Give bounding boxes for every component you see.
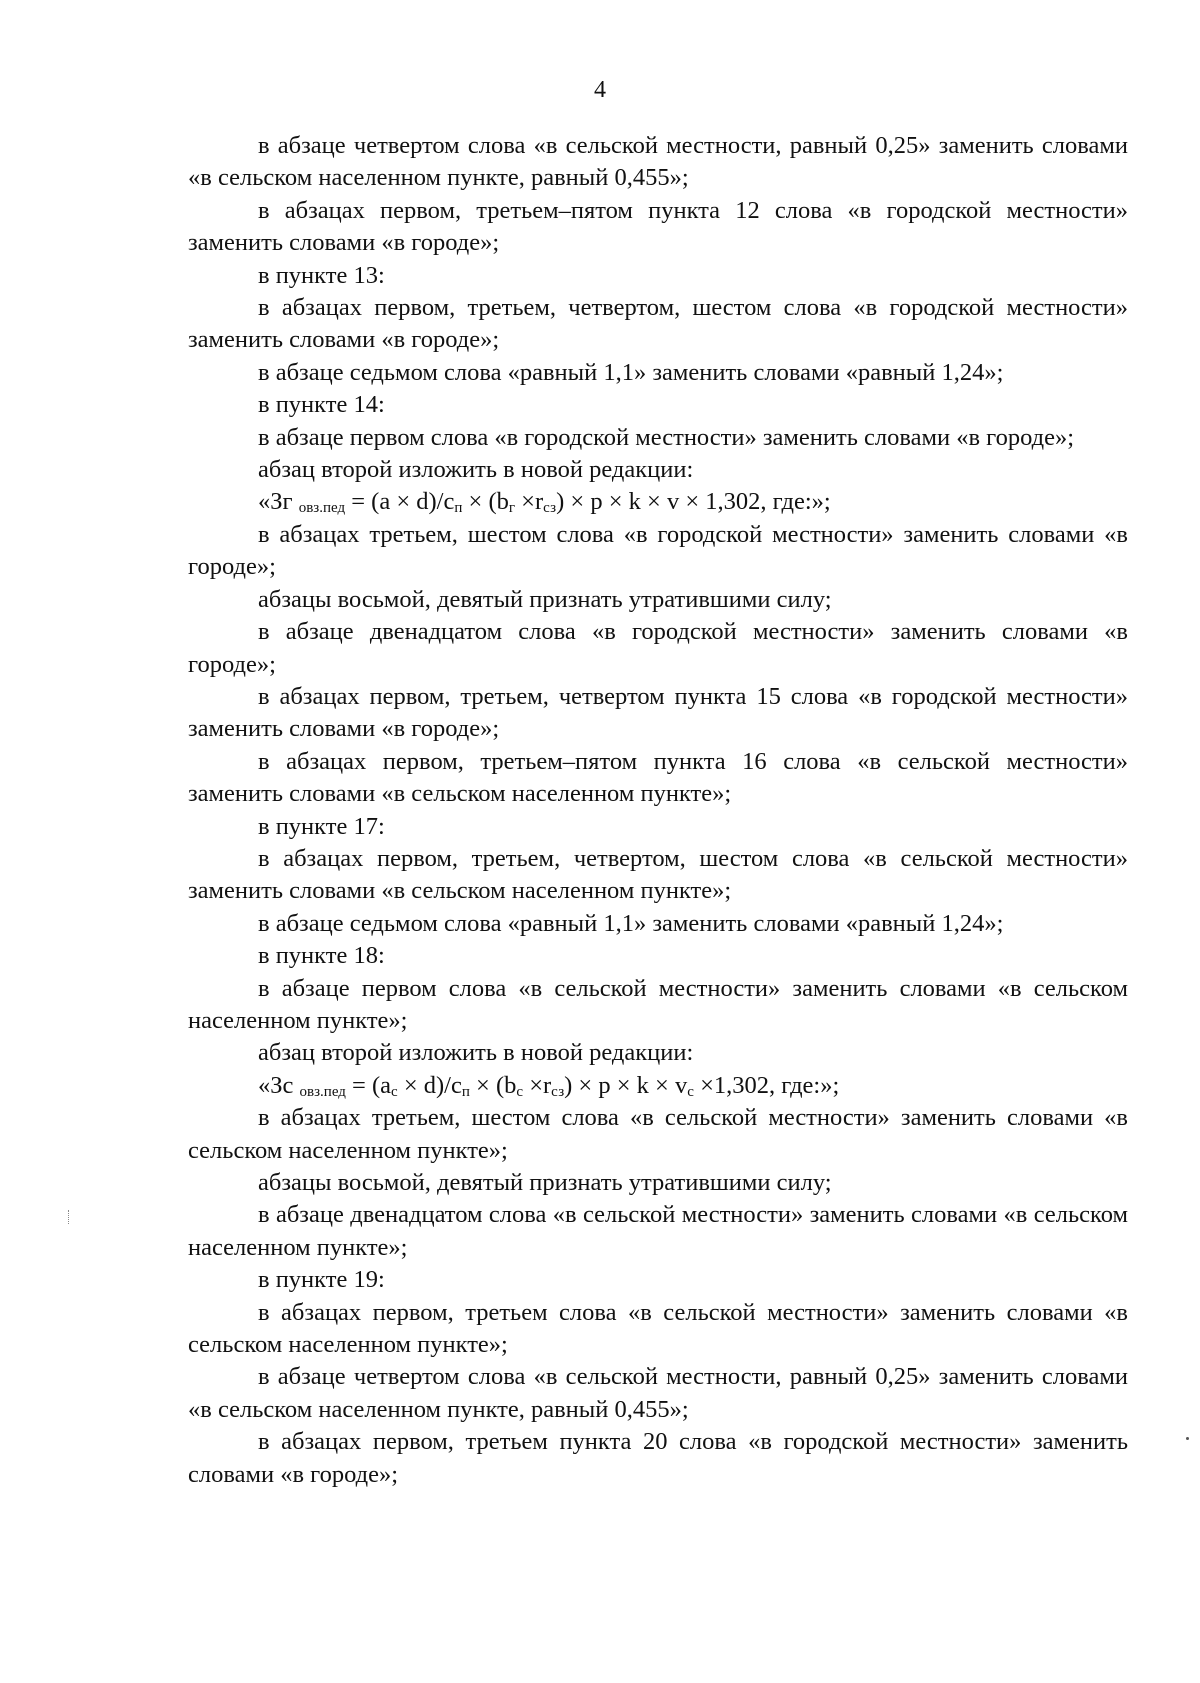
formula-text: ×1,302, где:»;: [693, 1071, 840, 1099]
formula-text: ×r: [523, 1071, 552, 1099]
paragraph: в пункте 13:: [258, 261, 385, 289]
formula-subscript: с: [391, 1083, 398, 1100]
paragraph: в абзацах первом, третьем, четвертом, шестом слова «в городской местности» заменить словами «в городе»;: [188, 294, 1128, 354]
formula-subscript: п: [454, 500, 463, 517]
formula-subscript: п: [461, 1083, 470, 1100]
paragraph: в абзацах первом, третьем–пятом пункта 16 слова «в сельской местности» заменить словами «в сельском населенном пункте»;: [188, 747, 1128, 808]
formula-text: = (a: [345, 1071, 392, 1099]
formula-rural: [188, 1070, 1128, 1102]
paragraph: в абзацах третьем, шестом слова «в сельской местности» заменить словами «в сельском населенном пункте»;: [188, 1104, 1128, 1164]
paragraph: в абзаце первом слова «в городской местности» заменить словами «в городе»;: [258, 423, 1075, 451]
formula-urban: [188, 486, 1128, 518]
formula-subscript: с: [687, 1083, 694, 1100]
paragraph: в абзацах первом, третьем пункта 20 слова «в городской местности» заменить словами «в городе»;: [188, 1428, 1128, 1488]
formula-subscript: овз.пед: [299, 1083, 346, 1100]
paragraph: в абзаце седьмом слова «равный 1,1» заменить словами «равный 1,24»;: [258, 909, 1004, 937]
paragraph: в абзацах первом, третьем слова «в сельской местности» заменить словами «в сельском населенном пункте»;: [188, 1298, 1128, 1359]
paragraph: в абзаце седьмом слова «равный 1,1» заменить словами «равный 1,24»;: [258, 358, 1004, 386]
paragraph: в абзаце первом слова «в сельской местности» заменить словами «в сельском населенном пункте»;: [188, 974, 1128, 1034]
scan-speck: [1186, 1437, 1189, 1440]
paragraph: в абзацах первом, третьем–пятом пункта 12 слова «в городской местности» заменить словами «в городе»;: [188, 196, 1128, 257]
formula-text: = (a × d)/c: [345, 488, 455, 516]
formula-text: ) × p × k × v × 1,302, где:»;: [556, 488, 831, 516]
paragraph: в пункте 17:: [258, 812, 385, 840]
page-number: 4: [594, 77, 606, 103]
paragraph: абзац второй изложить в новой редакции:: [258, 1039, 694, 1067]
formula-text: «Зг: [258, 488, 299, 516]
formula-subscript: г: [508, 500, 516, 517]
paragraph: в пункте 19:: [258, 1266, 385, 1294]
formula-text: ×r: [515, 488, 544, 516]
paragraph: в абзацах первом, третьем, четвертом, шестом слова «в сельской местности» заменить словами «в сельском населенном пункте»;: [188, 844, 1128, 905]
paragraph: в абзацах первом, третьем, четвертом пункта 15 слова «в городской местности» заменить словами «в городе»;: [188, 682, 1128, 743]
formula-text: × d)/c: [397, 1071, 462, 1099]
formula-text: «Зс: [258, 1071, 300, 1099]
paragraph: в абзаце четвертом слова «в сельской местности, равный 0,25» заменить словами «в сельском населенном пункте, равный 0,455»;: [188, 132, 1128, 192]
formula-text: × (b: [469, 1071, 517, 1099]
paragraph: абзацы восьмой, девятый признать утратившими силу;: [258, 585, 832, 613]
formula-text: × (b: [462, 488, 509, 516]
paragraph: в абзаце двенадцатом слова «в сельской местности» заменить словами «в сельском населенном пункте»;: [188, 1201, 1128, 1261]
formula-text: ) × p × k × v: [564, 1071, 688, 1099]
paragraph: абзац второй изложить в новой редакции:: [258, 456, 694, 484]
formula-subscript: сз: [551, 1083, 565, 1100]
paragraph: в абзаце двенадцатом слова «в городской местности» заменить словами «в городе»;: [188, 618, 1128, 678]
paragraph: в абзацах третьем, шестом слова «в городской местности» заменить словами «в городе»;: [188, 520, 1128, 581]
paragraph: в пункте 14:: [258, 391, 385, 419]
paragraph: абзацы восьмой, девятый признать утратившими силу;: [258, 1169, 832, 1196]
document-body: [188, 130, 1128, 1491]
formula-subscript: сз: [543, 500, 557, 517]
paragraph: в пункте 18:: [258, 942, 385, 970]
paragraph: в абзаце четвертом слова «в сельской местности, равный 0,25» заменить словами «в сельском населенном пункте, равный 0,455»;: [188, 1363, 1128, 1423]
scan-margin-mark: [68, 1210, 71, 1224]
formula-subscript: с: [516, 1083, 524, 1100]
formula-subscript: овз.пед: [298, 500, 346, 517]
